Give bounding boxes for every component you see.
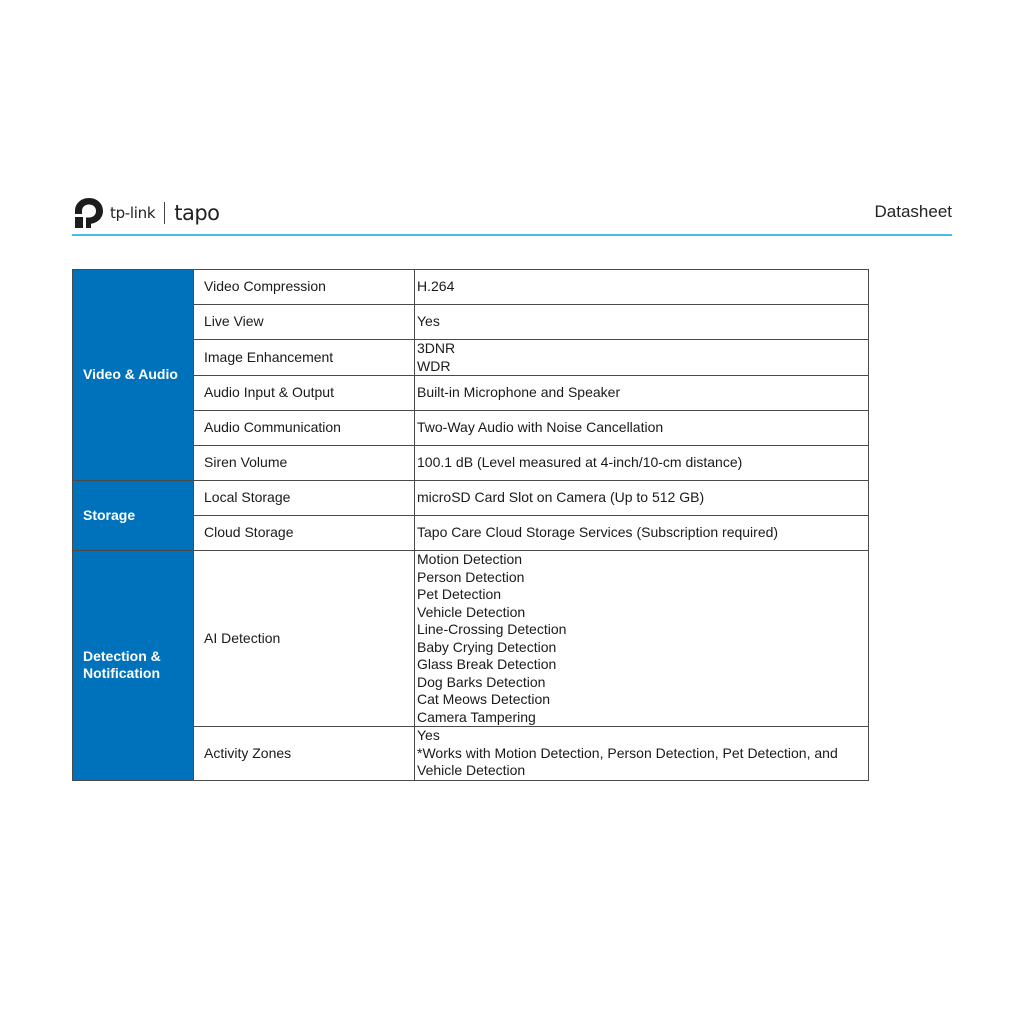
table-row (73, 551, 869, 727)
category-cell (73, 270, 194, 481)
value-cell (415, 340, 869, 376)
category-cell (73, 551, 194, 781)
spec-table (72, 269, 869, 781)
value-cell (415, 270, 869, 305)
header-rule (72, 234, 952, 236)
feature-cell: Siren Volume (194, 446, 415, 481)
feature-cell: Local Storage (194, 481, 415, 516)
page-header (72, 194, 952, 236)
value-line: 100.1 dB (Level measured at 4-inch/10-cm distance) (417, 454, 743, 471)
value-line: Yes (417, 727, 440, 743)
value-line: Glass Break Detection (417, 656, 557, 672)
value-line: Cat Meows Detection (417, 691, 551, 707)
value-line: Vehicle Detection (417, 762, 526, 778)
value-line: Baby Crying Detection (417, 638, 557, 655)
value-line: microSD Card Slot on Camera (Up to 512 GB) (417, 489, 705, 506)
value-line: Tapo Care Cloud Storage Services (Subscription required) (417, 524, 779, 541)
value-cell (415, 727, 869, 781)
value-line: Motion Detection (417, 551, 523, 567)
value-line: 3DNR (417, 340, 456, 356)
value-line: H.264 (417, 278, 455, 295)
feature-cell: Video Compression (194, 270, 415, 305)
value-cell (415, 376, 869, 411)
value-cell (415, 446, 869, 481)
feature-cell: Live View (194, 305, 415, 340)
value-line: Two-Way Audio with Noise Cancellation (417, 419, 664, 436)
value-line: Yes (417, 313, 440, 330)
feature-cell: Audio Communication (194, 411, 415, 446)
value-line: WDR (417, 357, 451, 374)
value-line: Person Detection (417, 568, 525, 585)
value-line: Dog Barks Detection (417, 673, 546, 690)
value-line: Built-in Microphone and Speaker (417, 384, 621, 401)
value-cell (415, 551, 869, 727)
value-line: *Works with Motion Detection, Person Detection, Pet Detection, and (417, 744, 838, 761)
feature-cell: Activity Zones (194, 727, 415, 781)
brand-secondary-text: tapo (174, 201, 220, 225)
table-row (73, 481, 869, 516)
category-label: Video & Audio (83, 366, 178, 383)
value-line: Line-Crossing Detection (417, 621, 567, 637)
table-row (73, 270, 869, 305)
category-label: Storage (83, 506, 136, 523)
doc-type-label: Datasheet (874, 202, 952, 221)
brand-divider (164, 202, 165, 224)
value-line: Camera Tampering (417, 708, 536, 725)
value-line: Pet Detection (417, 586, 502, 602)
value-cell (415, 516, 869, 551)
category-cell (73, 481, 194, 551)
feature-cell: Cloud Storage (194, 516, 415, 551)
value-cell (415, 481, 869, 516)
feature-cell: AI Detection (194, 551, 415, 727)
tp-link-logo-icon (72, 196, 106, 230)
value-cell (415, 305, 869, 340)
feature-cell: Image Enhancement (194, 340, 415, 376)
brand-logo (72, 196, 220, 230)
value-line: Vehicle Detection (417, 603, 526, 620)
category-label: Notification (83, 665, 160, 682)
feature-cell: Audio Input & Output (194, 376, 415, 411)
value-cell (415, 411, 869, 446)
category-label: Detection & (83, 647, 161, 664)
brand-primary-text: tp-link (110, 204, 156, 222)
